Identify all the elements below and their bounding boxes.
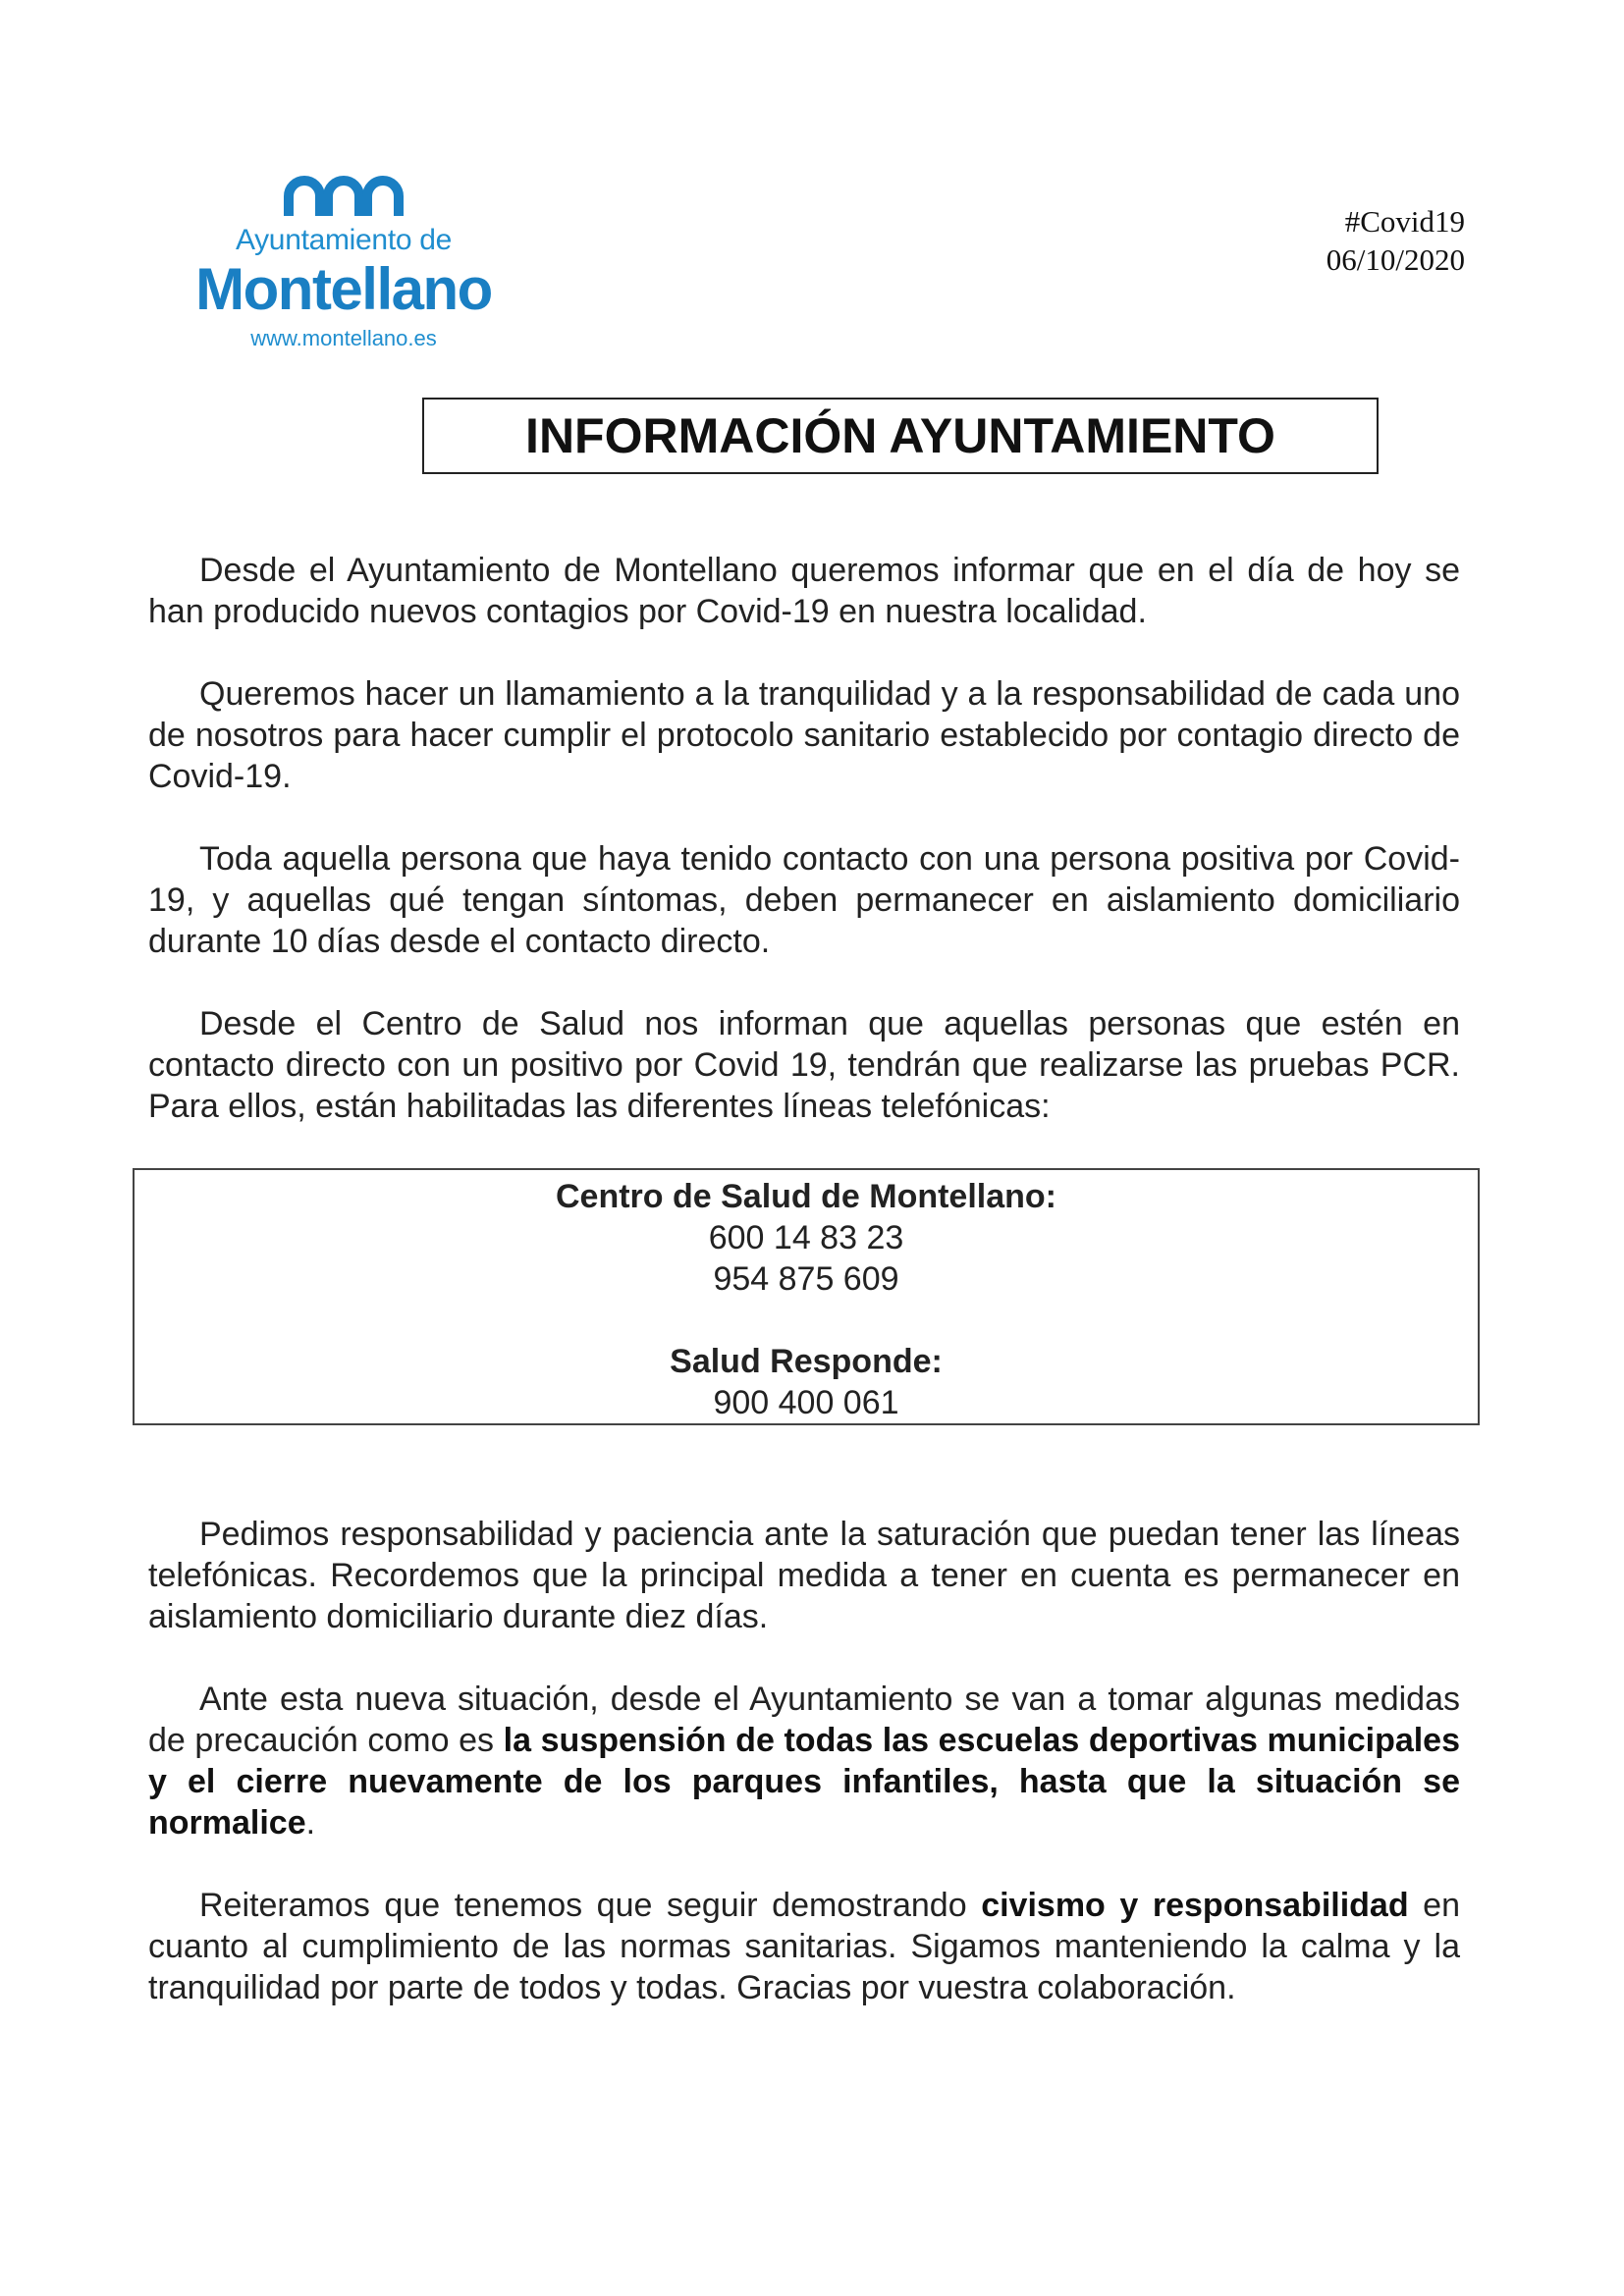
paragraph-4: Desde el Centro de Salud nos informan que aquellas personas que estén en contacto directo con un positivo por Covid 19, tendrán que realizarse las pruebas PCR. Para ellos, están habilitadas las diferentes líneas telefónicas:: [148, 1005, 1460, 1125]
phone-number: 900 400 061: [713, 1384, 899, 1421]
paragraph-6-text: Ante esta nueva situación, desde el Ayuntamiento se van a tomar algunas medidas de precaución como es: [148, 1681, 1460, 1759]
paragraph-7-end: en cuanto al cumplimiento de las normas sanitarias. Sigamos manteniendo la calma y la tranquilidad por parte de todos y todas. Gracias por vuestra colaboración.: [148, 1887, 1461, 2006]
paragraph-1: Desde el Ayuntamiento de Montellano queremos informar que en el día de hoy se han producido nuevos contagios por Covid-19 en nuestra localidad.: [148, 552, 1460, 630]
phone-number: 954 875 609: [713, 1260, 899, 1298]
phone-number: 600 14 83 23: [708, 1219, 904, 1256]
logo: [177, 175, 511, 356]
paragraph-6-bold: la suspensión de todas las escuelas deportivas municipales y el cierre nuevamente de los parques infantiles, hasta que la situación se normalice: [148, 1722, 1461, 1842]
contact-heading-salud: Salud Responde:: [670, 1343, 943, 1380]
logo-website: www.montellano.es: [250, 326, 437, 350]
arches-icon: [283, 175, 406, 216]
paragraph-5: Pedimos responsabilidad y paciencia ante la saturación que puedan tener las líneas telefónicas. Recordemos que la principal medida a tener en cuenta es permanecer en aislamiento domiciliario durante diez días.: [148, 1516, 1460, 1635]
logo-line-ayuntamiento: Ayuntamiento de: [235, 224, 453, 256]
contact-box: [133, 1168, 1480, 1425]
paragraph-2: Queremos hacer un llamamiento a la tranquilidad y a la responsabilidad de cada uno de nosotros para hacer cumplir el protocolo sanitario establecido por contagio directo de Covid-19.: [148, 675, 1460, 795]
document-date: 06/10/2020: [1326, 242, 1465, 277]
spacer: [135, 1300, 1478, 1341]
page-title: INFORMACIÓN AYUNTAMIENTO: [422, 398, 1379, 474]
paragraph-6: [148, 1679, 1460, 1843]
paragraph-6-end: .: [305, 1804, 316, 1842]
paragraph-7-bold: civismo y responsabilidad: [981, 1887, 1409, 1924]
logo-line-montellano: Montellano: [195, 256, 492, 322]
paragraph-3: Toda aquella persona que haya tenido contacto con una persona positiva por Covid-19, y aquellas qué tengan síntomas, deben permanecer en aislamiento domiciliario durante 10 días desde el contacto directo.: [148, 840, 1460, 960]
paragraph-7: [148, 1885, 1460, 2008]
contact-heading-centro: Centro de Salud de Montellano:: [555, 1178, 1057, 1215]
document-body: [148, 550, 1460, 2050]
header-meta: [1326, 202, 1465, 279]
paragraph-7-text: Reiteramos que tenemos que seguir demostrando: [199, 1887, 982, 1924]
hashtag: #Covid19: [1344, 204, 1465, 239]
